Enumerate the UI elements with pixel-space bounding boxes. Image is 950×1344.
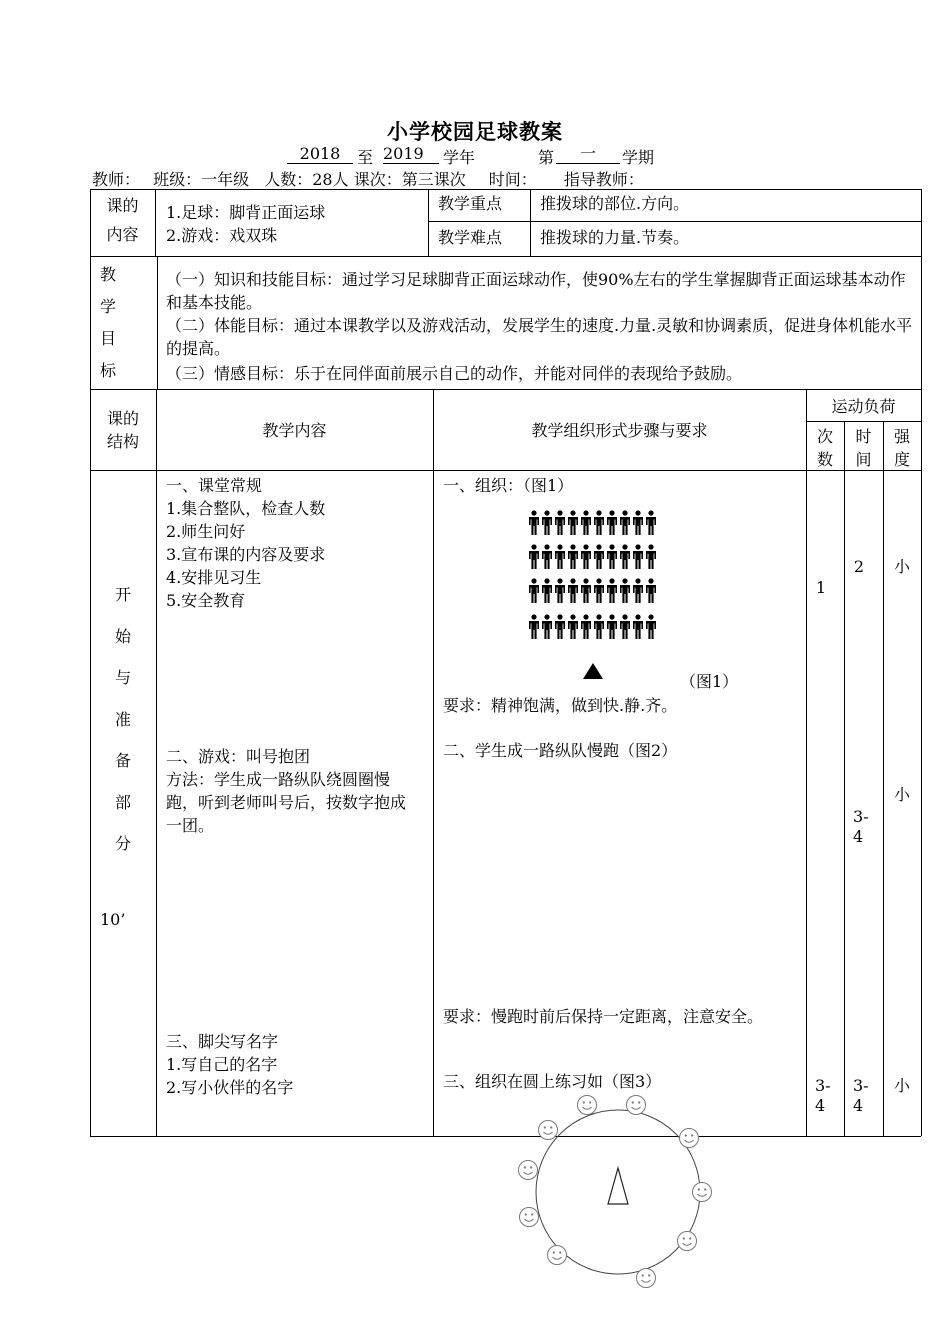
semester-number: 一 <box>556 145 620 164</box>
student-figure-icon <box>632 578 644 604</box>
smiley-student-icon <box>637 1269 656 1288</box>
load-time-2b: 4 <box>853 827 864 846</box>
student-count: 人数：28人 <box>264 170 349 189</box>
student-figure-icon <box>541 614 553 640</box>
student-figure-icon <box>645 544 657 570</box>
smiley-student-icon <box>548 1246 567 1265</box>
load-intensity-2: 小 <box>893 785 910 804</box>
student-figure-icon <box>593 510 605 536</box>
routine-item: 5.安全教育 <box>166 591 246 610</box>
write-item: 2.写小伙伴的名字 <box>166 1078 294 1097</box>
content-item-1: 1.足球：脚背正面运球 <box>166 203 326 222</box>
load-time-2a: 3- <box>853 807 869 826</box>
student-figure-icon <box>580 614 592 640</box>
routine-title: 一、课堂常规 <box>166 476 263 495</box>
goals-label: 教 学 目 标 <box>99 265 116 380</box>
time-header: 时 间 <box>855 427 872 469</box>
difficulty-value: 推拨球的力量.节奏。 <box>540 228 690 247</box>
student-figure-icon <box>580 578 592 604</box>
content-label: 课的 内容 <box>106 196 139 244</box>
student-figure-icon <box>554 510 566 536</box>
student-figure-icon <box>567 544 579 570</box>
student-figure-icon <box>593 544 605 570</box>
routine-item: 2.师生问好 <box>166 522 246 541</box>
student-figure-icon <box>606 578 618 604</box>
section-label: 开 始 与 准 备 部 分 <box>114 585 131 853</box>
organization-header: 教学组织形式步骤与要求 <box>531 421 708 440</box>
student-figure-icon <box>632 544 644 570</box>
student-row <box>528 544 662 570</box>
load-time-3a: 3- <box>853 1076 869 1095</box>
load-time-3b: 4 <box>853 1096 864 1115</box>
student-figure-icon <box>528 544 540 570</box>
load-count-3a: 3- <box>815 1076 831 1095</box>
org-step-1: 一、组织：（图1） <box>443 476 574 495</box>
goal-fitness: （二）体能目标：通过本课教学以及游戏活动，发展学生的速度.力量.灵敏和协调素质，促进身体机能水平的提高。 <box>166 316 913 358</box>
student-figure-icon <box>645 614 657 640</box>
student-figure-icon <box>580 544 592 570</box>
student-figure-icon <box>606 510 618 536</box>
student-figure-icon <box>593 614 605 640</box>
student-figure-icon <box>580 510 592 536</box>
teacher-label: 教师： <box>92 170 141 189</box>
smiley-student-icon <box>680 1129 699 1148</box>
org-step-3: 三、组织在圆上练习如（图3） <box>443 1072 662 1091</box>
info-line <box>92 167 644 190</box>
routine-item: 3.宣布课的内容及要求 <box>166 545 326 564</box>
student-figure-icon <box>567 510 579 536</box>
student-row <box>528 578 662 604</box>
smiley-student-icon <box>627 1096 646 1115</box>
year-start: 2018 <box>287 145 353 164</box>
semester-prefix: 第 <box>538 148 555 167</box>
smiley-student-icon <box>678 1232 697 1251</box>
lesson-number: 课次：第三课次 <box>353 170 466 189</box>
routine-item: 1.集合整队，检查人数 <box>166 499 326 518</box>
student-figure-icon <box>632 614 644 640</box>
time-label: 时间： <box>488 170 537 189</box>
load-header: 运动负荷 <box>831 397 896 416</box>
student-figure-icon <box>554 544 566 570</box>
teacher-triangle-icon <box>582 662 604 680</box>
student-figure-icon <box>593 578 605 604</box>
load-time-1: 2 <box>853 557 865 576</box>
student-figure-icon <box>619 578 631 604</box>
student-figure-icon <box>567 614 579 640</box>
teacher-triangle-outline-icon <box>608 1168 628 1204</box>
key-point-value: 推拨球的部位.方向。 <box>540 194 690 213</box>
smiley-student-icon <box>519 1161 538 1180</box>
student-figure-icon <box>528 510 540 536</box>
student-figure-icon <box>606 614 618 640</box>
student-row <box>528 614 662 640</box>
student-figure-icon <box>528 578 540 604</box>
requirement-2: 要求：慢跑时前后保持一定距离，注意安全。 <box>443 1007 764 1026</box>
student-figure-icon <box>632 510 644 536</box>
requirement-1: 要求：精神饱满，做到快.静.齐。 <box>443 696 678 715</box>
load-intensity-3: 小 <box>893 1076 910 1095</box>
page-title: 小学校园足球教案 <box>387 119 563 144</box>
student-figure-icon <box>541 544 553 570</box>
write-item: 1.写自己的名字 <box>166 1055 278 1074</box>
game-title: 二、游戏：叫号抱团 <box>166 747 311 766</box>
semester-suffix: 学期 <box>622 148 655 167</box>
difficulty-label: 教学难点 <box>438 228 503 247</box>
goal-knowledge: （一）知识和技能目标：通过学习足球脚背正面运球动作，使90%左右的学生掌握脚背正面运球基本动作和基本技能。 <box>166 270 906 312</box>
smiley-student-icon <box>520 1208 539 1227</box>
student-figure-icon <box>606 544 618 570</box>
load-count-1: 1 <box>815 578 827 597</box>
student-figure-icon <box>619 510 631 536</box>
term-line <box>0 145 950 167</box>
student-figure-icon <box>528 614 540 640</box>
game-method: 方法：学生成一路纵队绕圆圈慢跑，听到老师叫号后，按数字抱成一团。 <box>166 770 407 835</box>
circle-formation-figure <box>510 1085 740 1300</box>
year-to: 至 <box>357 148 374 167</box>
load-intensity-1: 小 <box>893 557 910 576</box>
smiley-student-icon <box>578 1096 597 1115</box>
figure-1-caption: （图1） <box>680 672 739 691</box>
class-label: 班级：一年级 <box>153 170 250 189</box>
key-point-label: 教学重点 <box>438 194 503 213</box>
student-figure-icon <box>554 614 566 640</box>
advisor-label: 指导教师： <box>563 170 644 189</box>
org-step-2: 二、学生成一路纵队慢跑（图2） <box>443 741 678 760</box>
routine-item: 4.安排见习生 <box>166 568 262 587</box>
content-item-2: 2.游戏：戏双珠 <box>166 226 278 245</box>
load-count-3b: 4 <box>815 1096 826 1115</box>
student-figure-icon <box>541 578 553 604</box>
student-figure-icon <box>645 510 657 536</box>
intensity-header: 强 度 <box>893 427 910 469</box>
student-row <box>528 510 662 536</box>
student-figure-icon <box>554 578 566 604</box>
student-figure-icon <box>619 544 631 570</box>
teaching-content-header: 教学内容 <box>262 421 327 440</box>
structure-header: 课的 结构 <box>106 409 139 451</box>
count-header: 次 数 <box>816 427 833 469</box>
smiley-student-icon <box>539 1121 558 1140</box>
student-figure-icon <box>645 578 657 604</box>
section-duration: 10’ <box>100 910 126 929</box>
write-title: 三、脚尖写名字 <box>166 1032 279 1051</box>
student-figure-icon <box>619 614 631 640</box>
student-figure-icon <box>541 510 553 536</box>
year-suffix: 学年 <box>443 148 476 167</box>
goal-emotion: （三）情感目标：乐于在同伴面前展示自己的动作，并能对同伴的表现给予鼓励。 <box>166 364 743 383</box>
year-end: 2019 <box>383 145 439 164</box>
student-figure-icon <box>567 578 579 604</box>
smiley-student-icon <box>693 1183 712 1202</box>
